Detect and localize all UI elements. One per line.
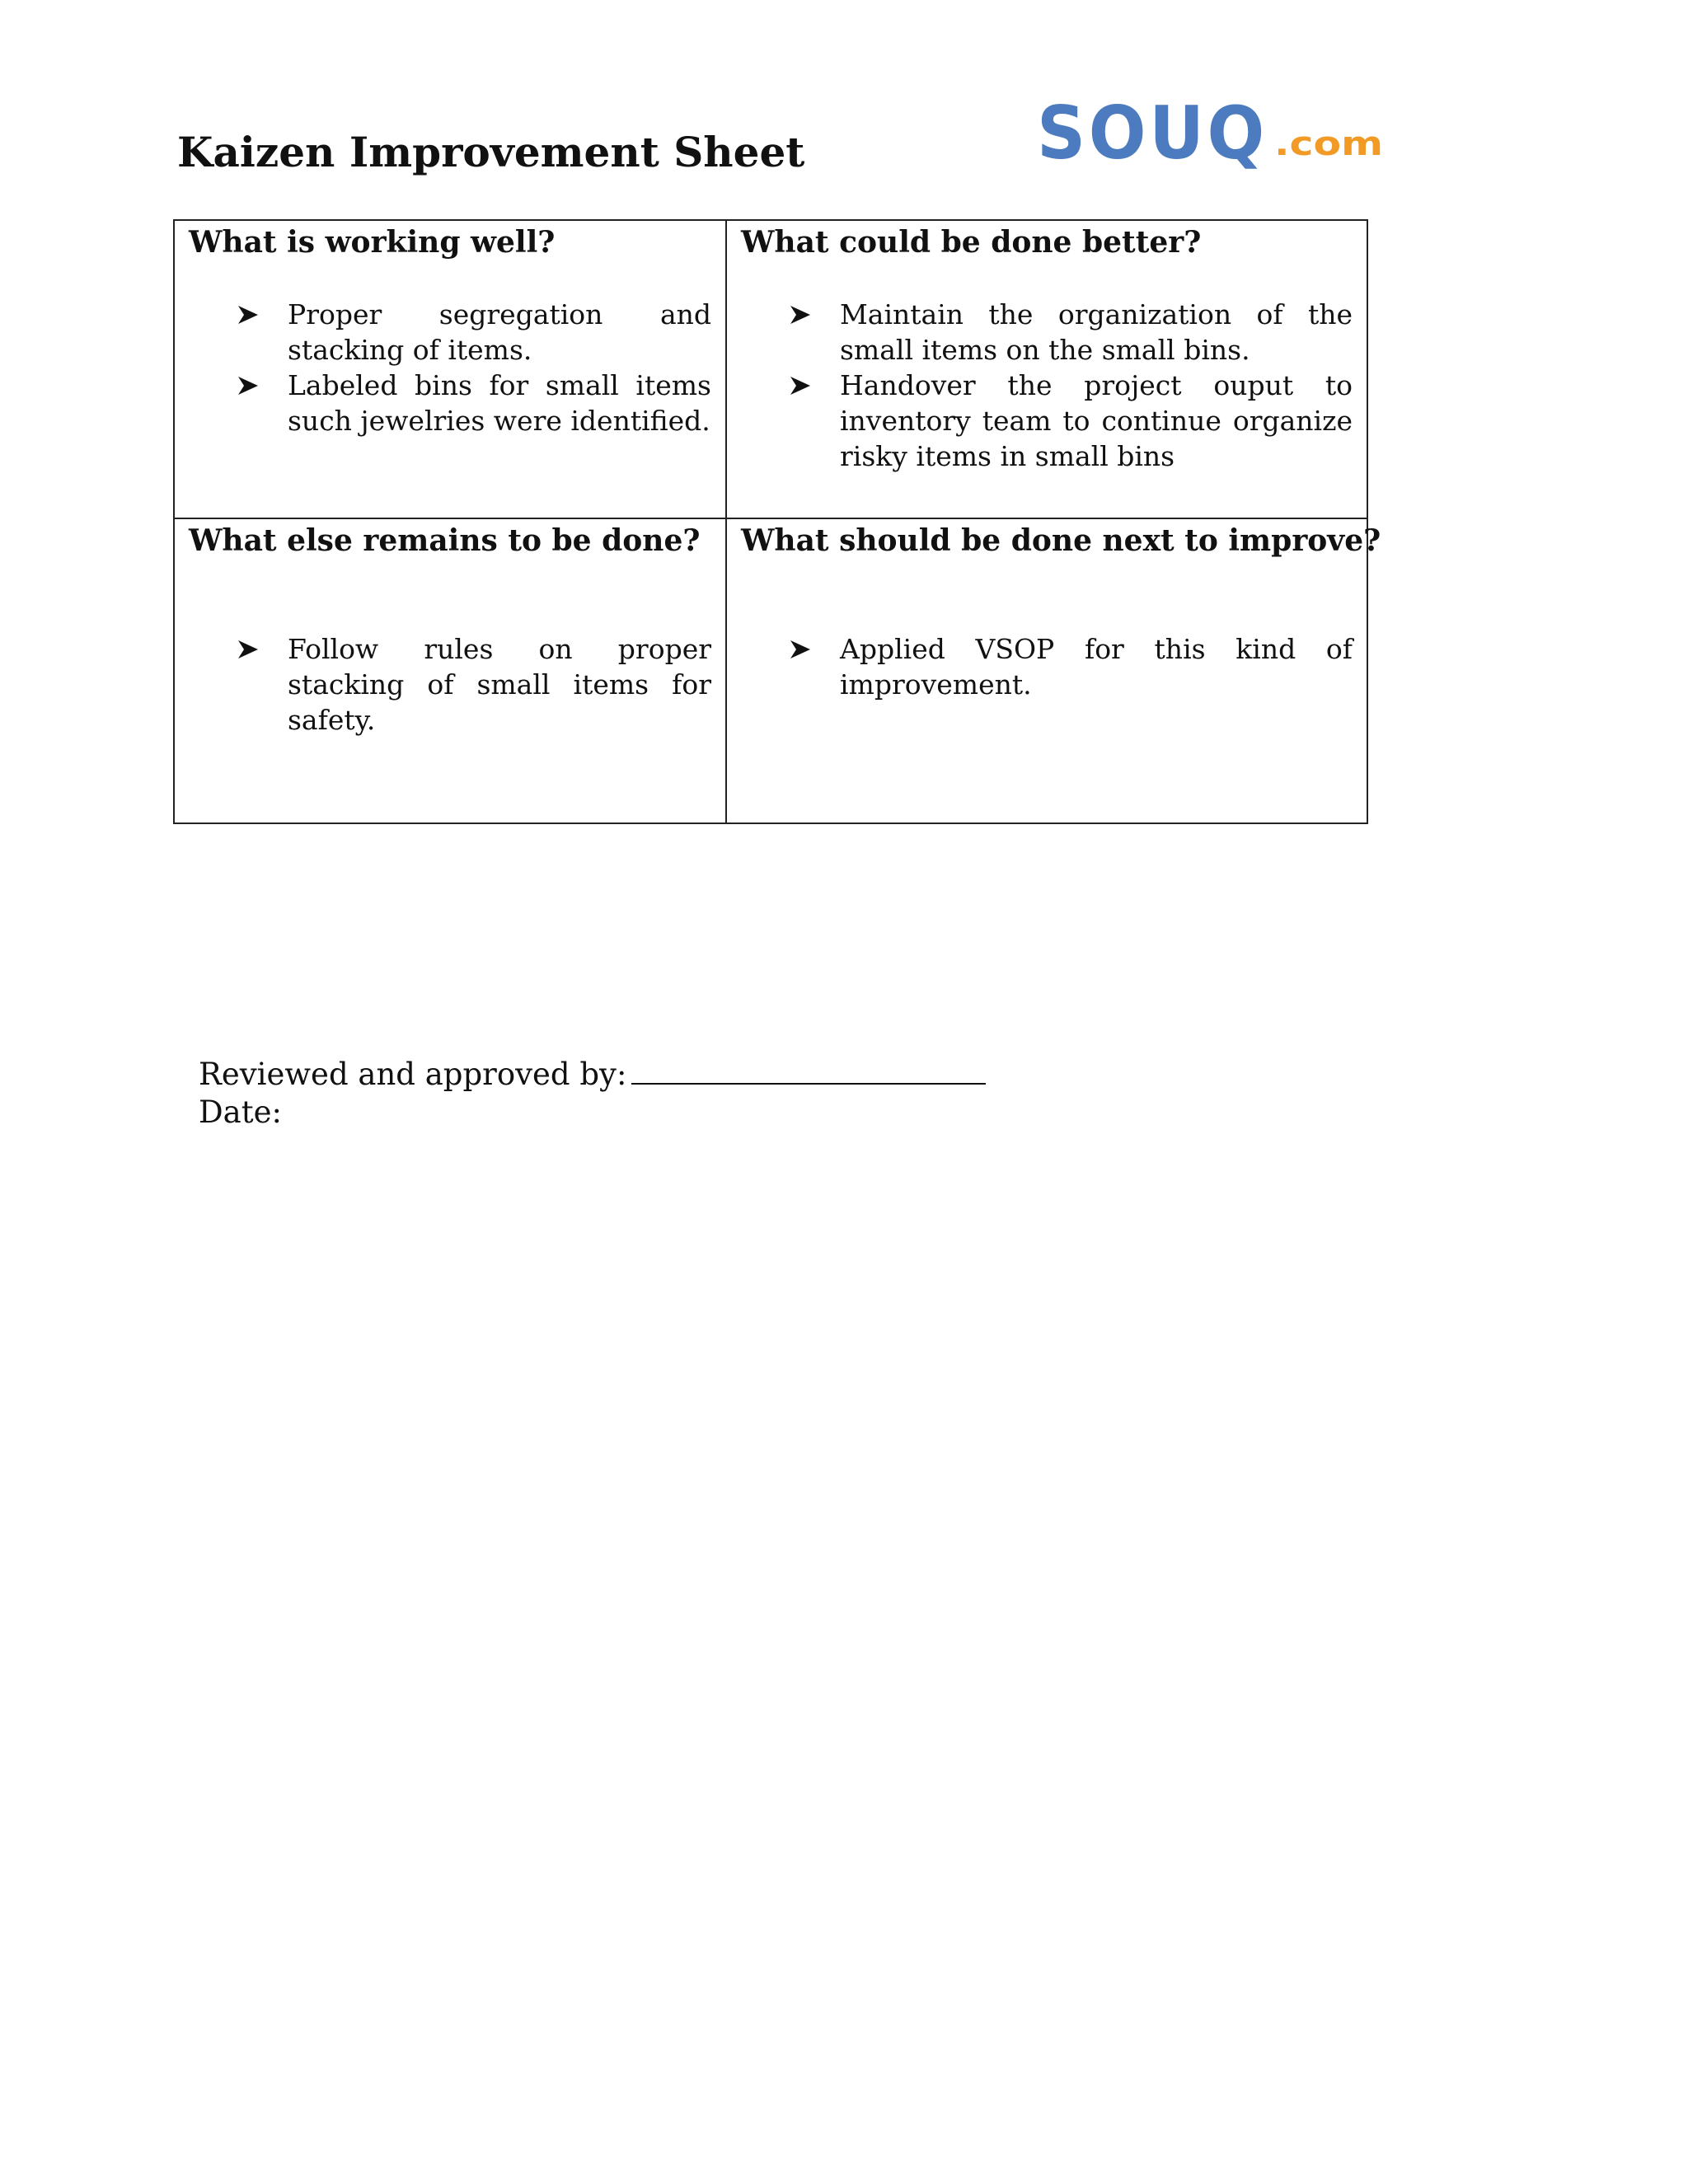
quadrant-heading: What should be done next to improve?	[741, 523, 1381, 558]
bullet-text: Follow rules on proper stacking of small items for safety.	[288, 633, 711, 736]
bullet-text: Maintain the organization of the small items on the small bins.	[840, 298, 1353, 366]
bullet-list	[189, 631, 711, 738]
arrowhead-bullet-icon	[237, 297, 261, 332]
quadrant-done-better	[726, 220, 1367, 518]
table-row	[174, 220, 1367, 518]
bullet-list	[741, 297, 1353, 474]
table-row	[174, 518, 1367, 823]
logo-suffix: .com	[1274, 125, 1383, 163]
arrowhead-bullet-icon	[789, 631, 814, 667]
date-label: Date:	[199, 1094, 282, 1130]
kaizen-table	[173, 219, 1381, 824]
list-item	[741, 297, 1353, 368]
bullet-text: Applied VSOP for this kind of improvement.	[840, 633, 1353, 701]
list-item	[741, 631, 1353, 702]
arrowhead-bullet-icon	[789, 297, 814, 332]
quadrant-heading: What else remains to be done?	[189, 523, 701, 558]
arrowhead-bullet-icon	[237, 631, 261, 667]
quadrant-remains	[174, 518, 726, 823]
bullet-text: Handover the project ouput to inventory team to continue organize risky items in small bins	[840, 369, 1353, 472]
quadrant-working-well	[174, 220, 726, 518]
arrowhead-bullet-icon	[237, 368, 261, 403]
reviewed-by-line	[199, 1055, 986, 1094]
quadrant-heading: What could be done better?	[741, 225, 1202, 260]
reviewed-by-label: Reviewed and approved by:	[199, 1057, 627, 1092]
list-item	[189, 297, 711, 368]
bullet-text: Labeled bins for small items such jewelries were identified.	[288, 369, 711, 437]
logo-wordmark: SOUQ	[1037, 97, 1268, 171]
arrowhead-bullet-icon	[789, 368, 814, 403]
bullet-list	[741, 631, 1353, 702]
signature-blank	[631, 1055, 986, 1085]
page-title: Kaizen Improvement Sheet	[177, 128, 805, 176]
bullet-text: Proper segregation and stacking of items.	[288, 298, 711, 366]
list-item	[189, 368, 711, 438]
approval-block	[199, 1055, 986, 1132]
quadrant-heading: What is working well?	[189, 225, 556, 260]
quadrant-next	[726, 518, 1381, 823]
list-item	[189, 631, 711, 738]
bullet-list	[189, 297, 711, 438]
souq-logo	[1037, 97, 1383, 171]
list-item	[741, 368, 1353, 474]
